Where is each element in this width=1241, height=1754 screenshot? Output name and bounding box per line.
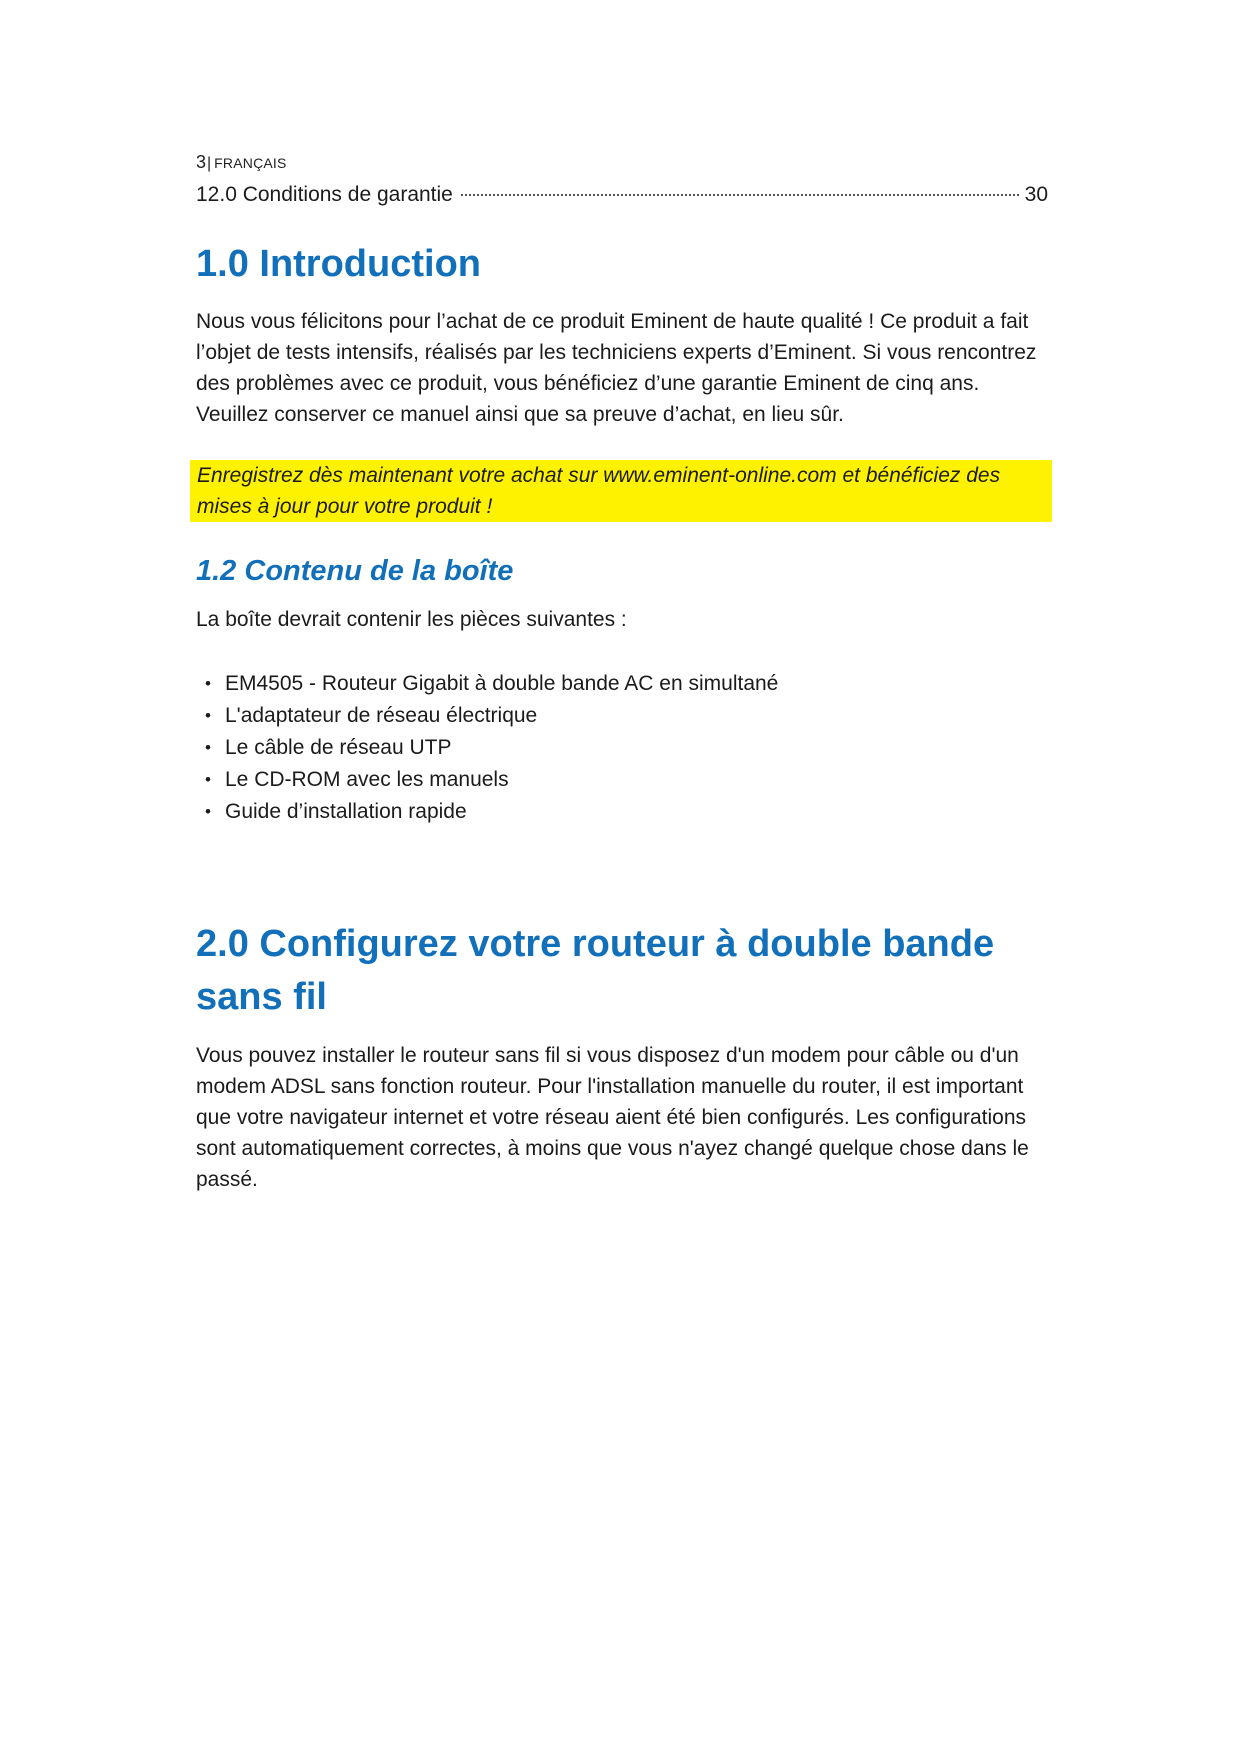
section-title-box-contents: 1.2 Contenu de la boîte: [196, 555, 514, 587]
bullet-icon: •: [205, 770, 211, 789]
introduction-paragraph: Nous vous félicitons pour l’achat de ce produit Eminent de haute qualité ! Ce produit a fait l’objet de tests intensifs, réalisés par les techniciens experts d’Eminent. Si vous rencontrez des problèmes avec ce produit, vous bénéficiez d’une garantie Eminent de cinq ans. Veuillez conserver ce manuel ainsi que sa preuve d’achat, en lieu sûr.: [196, 310, 1037, 426]
bullet-icon: •: [205, 738, 211, 757]
list-item-text: EM4505 - Routeur Gigabit à double bande AC en simultané: [225, 672, 779, 695]
box-contents-list: [196, 668, 996, 828]
bullet-icon: •: [205, 674, 211, 693]
toc-entry: [196, 180, 1048, 210]
header-separator: |: [207, 155, 212, 172]
configure-router-paragraph: Vous pouvez installer le routeur sans fil si vous disposez d'un modem pour câble ou d'un modem ADSL sans fonction routeur. Pour l'installation manuelle du router, il est important que votre navigateur internet et votre réseau aient été bien configurés. Les configurations sont automatiquement correctes, à moins que vous n'ayez changé quelque chose dans le passé.: [196, 1044, 1029, 1191]
list-item: [196, 796, 996, 828]
header-language: FRANÇAIS: [214, 155, 287, 171]
section-title-configure-router: 2.0 Configurez votre routeur à double bande sans fil: [196, 923, 995, 1018]
registration-highlight-box: [190, 460, 1052, 522]
list-item-text: L'adaptateur de réseau électrique: [225, 704, 538, 727]
page-number: 3: [196, 152, 207, 172]
list-item: [196, 764, 996, 796]
list-item: [196, 732, 996, 764]
list-item-text: Le câble de réseau UTP: [225, 736, 452, 759]
bullet-icon: •: [205, 802, 211, 821]
section-title-introduction: 1.0 Introduction: [196, 243, 481, 285]
registration-note: Enregistrez dès maintenant votre achat sur www.eminent-online.com et bénéficiez des mises à jour pour votre produit !: [197, 464, 1001, 518]
toc-entry-page: 30: [1024, 183, 1048, 206]
toc-entry-label: 12.0 Conditions de garantie: [196, 183, 453, 206]
page-header: [196, 152, 287, 174]
toc-leader-dots: [461, 194, 1019, 196]
list-item-text: Le CD-ROM avec les manuels: [225, 768, 509, 791]
list-item-text: Guide d’installation rapide: [225, 800, 467, 823]
box-contents-lead: La boîte devrait contenir les pièces suivantes :: [196, 608, 627, 631]
list-item: [196, 700, 996, 732]
bullet-icon: •: [205, 706, 211, 725]
list-item: [196, 668, 996, 700]
